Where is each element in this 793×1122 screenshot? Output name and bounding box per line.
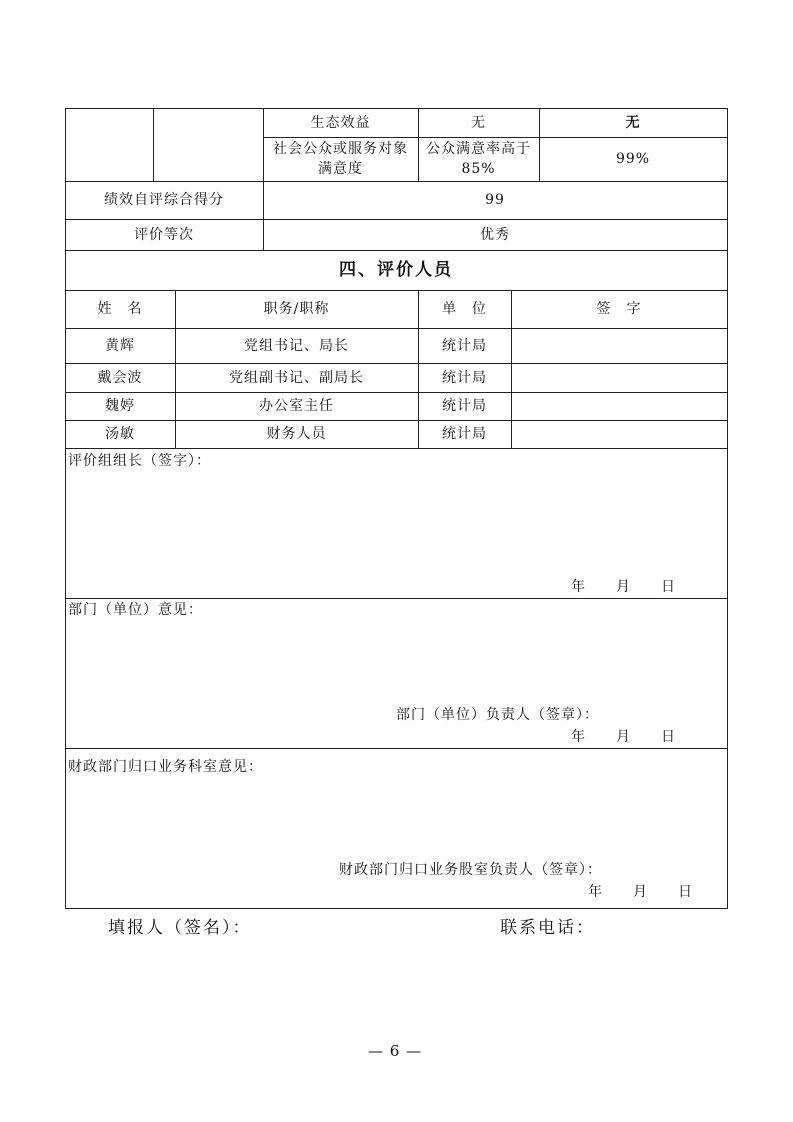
grid-line — [65, 908, 728, 909]
staff-name: 戴会波 — [97, 369, 143, 386]
leader-date: 年 月 日 — [571, 579, 676, 595]
leader-label: 评价组组长（签字）： — [68, 453, 211, 469]
finance-date: 年 月 日 — [588, 884, 693, 900]
grid-line — [153, 108, 154, 181]
staff-name: 魏婷 — [105, 398, 135, 414]
header-signature: 签 字 — [596, 301, 642, 317]
ecological-target: 无 — [471, 114, 486, 131]
satisfaction-label: 社会公众或服务对象满意度 — [273, 141, 408, 177]
finance-signer-label: 财政部门归口业务股室负责人（签章）： — [339, 862, 602, 878]
grade-value: 优秀 — [480, 226, 510, 243]
grid-line — [65, 448, 728, 449]
section-title: 四、评价人员 — [339, 260, 453, 280]
dept-opinion-label: 部门（单位）意见： — [68, 602, 203, 618]
grid-line — [727, 108, 728, 909]
staff-unit: 统计局 — [442, 369, 487, 386]
grade-label: 评价等次 — [134, 226, 194, 243]
staff-unit: 统计局 — [442, 398, 487, 414]
dept-signer-label: 部门（单位）负责人（签章）： — [396, 707, 599, 723]
page-number: — 6 — — [368, 1042, 423, 1060]
satisfaction-target: 公众满意率高于85% — [426, 141, 531, 177]
staff-unit: 统计局 — [442, 337, 487, 354]
score-value: 99 — [485, 192, 505, 208]
staff-unit: 统计局 — [442, 426, 487, 442]
staff-signature-field[interactable] — [511, 392, 727, 420]
dept-date: 年 月 日 — [571, 729, 676, 745]
phone-label: 联系电话： — [500, 918, 595, 938]
ecological-actual: 无 — [625, 114, 641, 131]
staff-position: 财务人员 — [266, 426, 327, 442]
grid-line — [65, 598, 728, 599]
staff-position: 党组书记、局长 — [244, 337, 349, 354]
staff-position: 办公室主任 — [259, 398, 334, 414]
satisfaction-actual: 99% — [615, 151, 651, 167]
header-position: 职务/职称 — [263, 301, 330, 317]
grid-line — [65, 748, 728, 749]
score-label: 绩效自评综合得分 — [104, 192, 224, 208]
staff-signature-field[interactable] — [511, 363, 727, 392]
header-unit: 单 位 — [442, 301, 487, 317]
header-name: 姓 名 — [97, 301, 143, 317]
staff-signature-field[interactable] — [511, 328, 727, 363]
filler-label: 填报人（签名）： — [108, 918, 252, 938]
staff-name: 汤敏 — [105, 426, 135, 442]
finance-opinion-label: 财政部门归口业务科室意见： — [68, 759, 263, 775]
ecological-label: 生态效益 — [310, 114, 371, 131]
staff-name: 黄辉 — [105, 337, 135, 354]
staff-signature-field[interactable] — [511, 420, 727, 448]
staff-position: 党组副书记、副局长 — [229, 369, 364, 386]
